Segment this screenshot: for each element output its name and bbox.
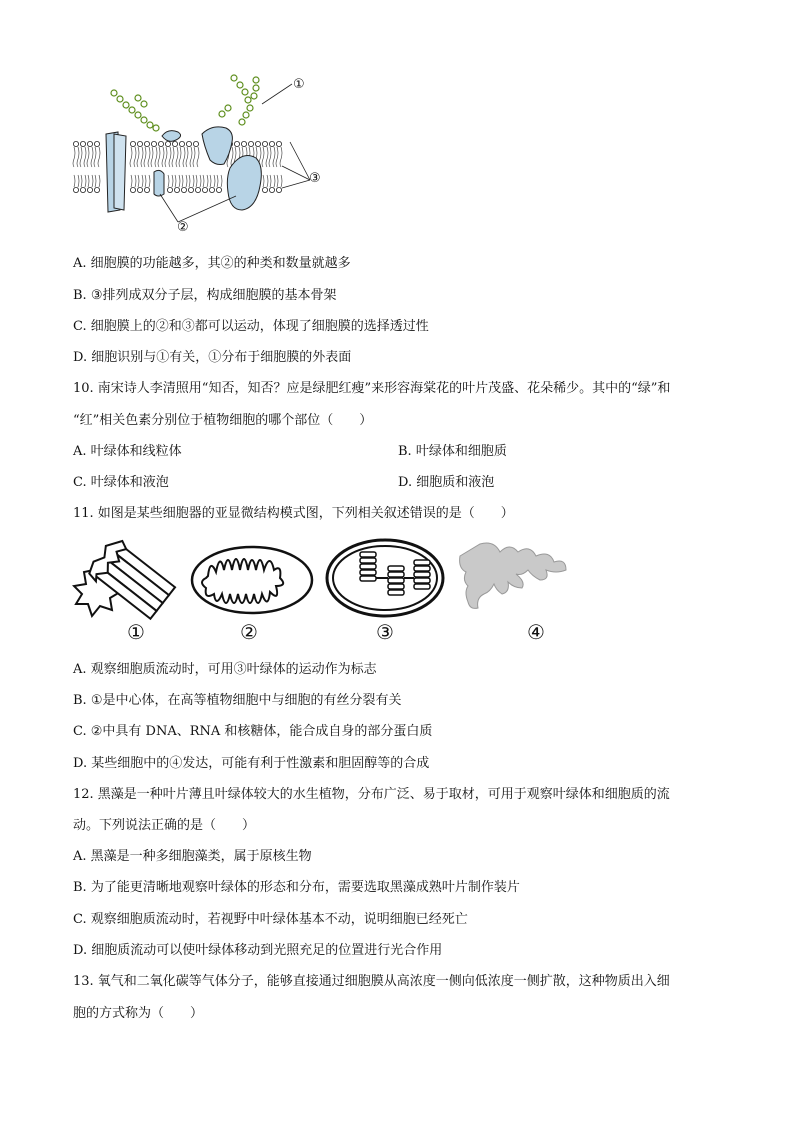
q9-option-d: D. 细胞识别与①有关，①分布于细胞膜的外表面 xyxy=(73,350,352,365)
q12-option-c: C. 观察细胞质流动时，若视野中叶绿体基本不动，说明细胞已经死亡 xyxy=(73,912,468,927)
q10-stem-line1: 10. 南宋诗人李清照用“知否，知否？应是绿肥红瘦”来形容海棠花的叶片茂盛、花朵稀少。其中的“绿”和 xyxy=(73,381,671,396)
chloroplast-drawing xyxy=(327,540,443,616)
q13-stem-line2: 胞的方式称为（ ） xyxy=(73,1006,204,1021)
callout-2: ② xyxy=(177,220,189,235)
figure-label-1: ① xyxy=(127,620,145,644)
q10-option-b: B. 叶绿体和细胞质 xyxy=(398,444,507,459)
q10-option-a: A. 叶绿体和线粒体 xyxy=(73,444,182,459)
figure-label-3: ③ xyxy=(376,620,394,644)
q11-option-c: C. ②中具有 DNA、RNA 和核糖体，能合成自身的部分蛋白质 xyxy=(73,724,433,739)
q12-stem-line2: 动。下列说法正确的是（ ） xyxy=(73,818,256,833)
organelles-figure xyxy=(72,532,632,624)
er-drawing xyxy=(460,543,566,608)
q9-option-c: C. 细胞膜上的②和③都可以运动，体现了细胞膜的选择透过性 xyxy=(73,319,429,334)
figure-label-2: ② xyxy=(240,620,258,644)
q10-option-c: C. 叶绿体和液泡 xyxy=(73,475,169,490)
figure-label-4: ④ xyxy=(527,620,545,644)
q13-stem-line1: 13. 氧气和二氧化碳等气体分子，能够直接通过细胞膜从高浓度一侧向低浓度一侧扩散，这种物质出入细 xyxy=(73,974,670,989)
q9-option-b: B. ③排列成双分子层，构成细胞膜的基本骨架 xyxy=(73,288,337,303)
centriole-drawing xyxy=(74,535,178,622)
q11-option-d: D. 某些细胞中的④发达，可能有利于性激素和胆固醇等的合成 xyxy=(73,756,430,771)
q11-option-b: B. ①是中心体，在高等植物细胞中与细胞的有丝分裂有关 xyxy=(73,693,402,708)
q11-option-a: A. 观察细胞质流动时，可用③叶绿体的运动作为标志 xyxy=(73,662,377,677)
q12-option-d: D. 细胞质流动可以使叶绿体移动到光照充足的位置进行光合作用 xyxy=(73,943,443,958)
membrane-figure xyxy=(70,68,330,238)
callout-1: ① xyxy=(293,77,305,92)
q12-stem-line1: 12. 黑藻是一种叶片薄且叶绿体较大的水生植物，分布广泛、易于取材，可用于观察叶绿体和细胞质的流 xyxy=(73,787,670,802)
mitochondrion-drawing xyxy=(192,547,312,613)
q12-option-b: B. 为了能更清晰地观察叶绿体的形态和分布，需要选取黑藻成熟叶片制作装片 xyxy=(73,880,520,895)
q10-option-d: D. 细胞质和液泡 xyxy=(398,475,495,490)
q9-option-a: A. 细胞膜的功能越多，其②的种类和数量就越多 xyxy=(73,256,351,271)
q11-stem: 11. 如图是某些细胞器的亚显微结构模式图，下列相关叙述错误的是（ ） xyxy=(73,506,514,521)
callout-3: ③ xyxy=(309,171,321,186)
q10-stem-line2: “红”相关色素分别位于植物细胞的哪个部位（ ） xyxy=(73,413,373,428)
q12-option-a: A. 黑藻是一种多细胞藻类，属于原核生物 xyxy=(73,849,312,864)
